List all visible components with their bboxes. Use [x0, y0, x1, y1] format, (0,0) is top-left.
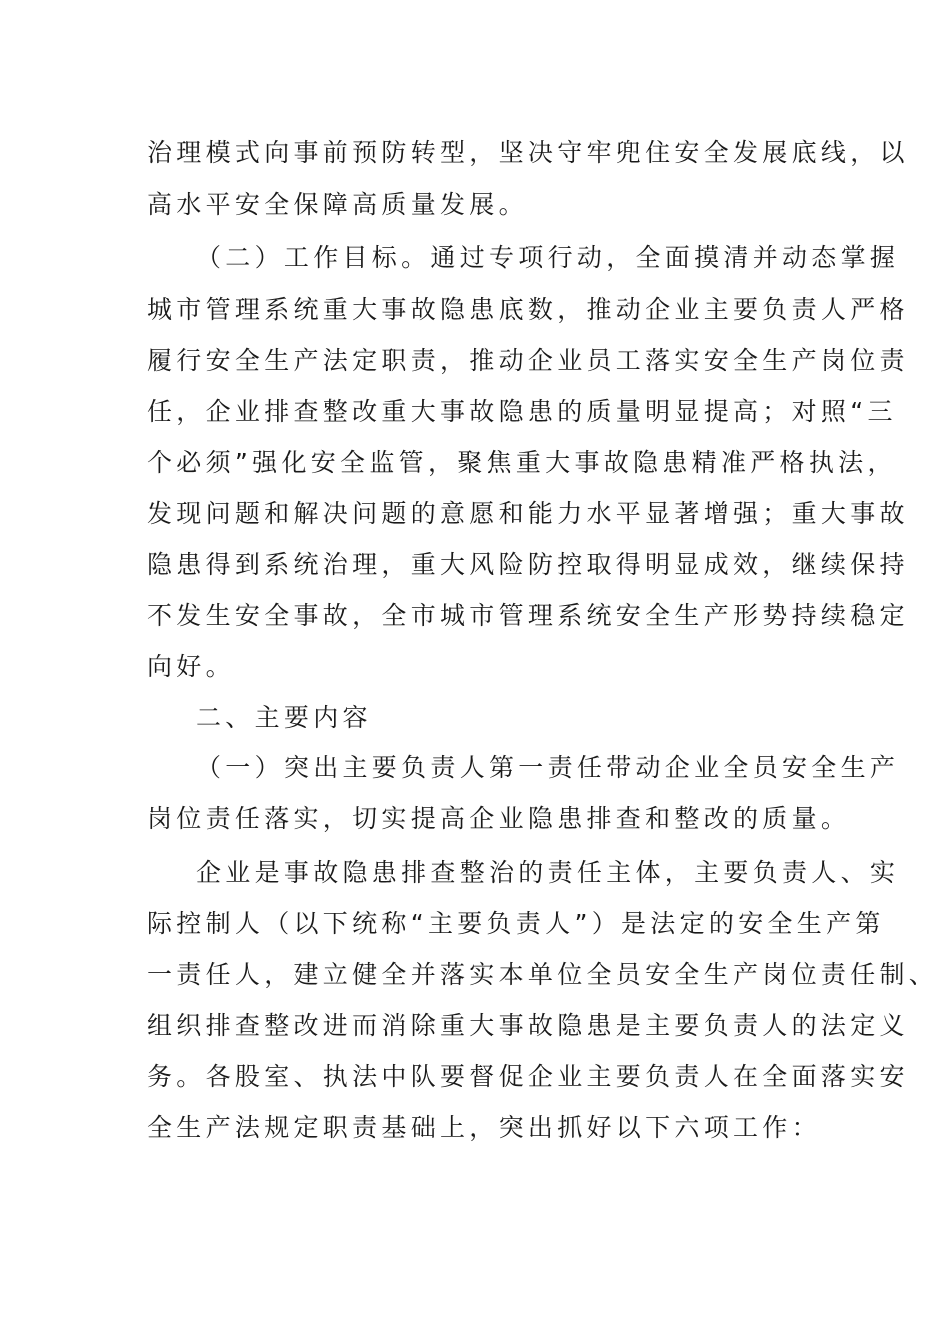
text-line-13: （一）突出主要负责人第一责任带动企业全员安全生产: [196, 753, 900, 782]
text-line-6: 任，企业排查整改重大事故隐患的质量明显提高；对照“三: [147, 397, 897, 426]
text-line-1: 治理模式向事前预防转型，坚决守牢兜住安全发展底线，以: [147, 138, 909, 167]
text-line-19: 务。各股室、执法中队要督促企业主要负责人在全面落实安: [147, 1062, 909, 1091]
section-heading: 二、主要内容: [196, 703, 372, 732]
text-line-8: 发现问题和解决问题的意愿和能力水平显著增强；重大事故: [147, 499, 909, 528]
text-line-11: 向好。: [147, 652, 235, 681]
text-line-4: 城市管理系统重大事故隐患底数，推动企业主要负责人严格: [147, 295, 909, 324]
text-line-18: 组织排查整改进而消除重大事故隐患是主要负责人的法定义: [147, 1011, 909, 1040]
text-line-10: 不发生安全事故，全市城市管理系统安全生产形势持续稳定: [147, 601, 909, 630]
text-line-5: 履行安全生产法定职责，推动企业员工落实安全生产岗位责: [147, 346, 909, 375]
text-line-16: 际控制人（以下统称“主要负责人”）是法定的安全生产第: [147, 909, 885, 938]
text-line-15: 企业是事故隐患排查整治的责任主体，主要负责人、实: [196, 858, 900, 887]
text-line-3: （二）工作目标。通过专项行动，全面摸清并动态掌握: [196, 243, 900, 272]
text-line-2: 高水平安全保障高质量发展。: [147, 190, 528, 219]
text-line-17: 一责任人，建立健全并落实本单位全员安全生产岗位责任制、: [147, 960, 939, 989]
text-line-20: 全生产法规定职责基础上，突出抓好以下六项工作：: [147, 1113, 821, 1142]
text-line-14: 岗位责任落实，切实提高企业隐患排查和整改的质量。: [147, 804, 851, 833]
text-line-7: 个必须”强化安全监管，聚焦重大事故隐患精准严格执法，: [147, 448, 897, 477]
text-line-9: 隐患得到系统治理，重大风险防控取得明显成效，继续保持: [147, 550, 909, 579]
